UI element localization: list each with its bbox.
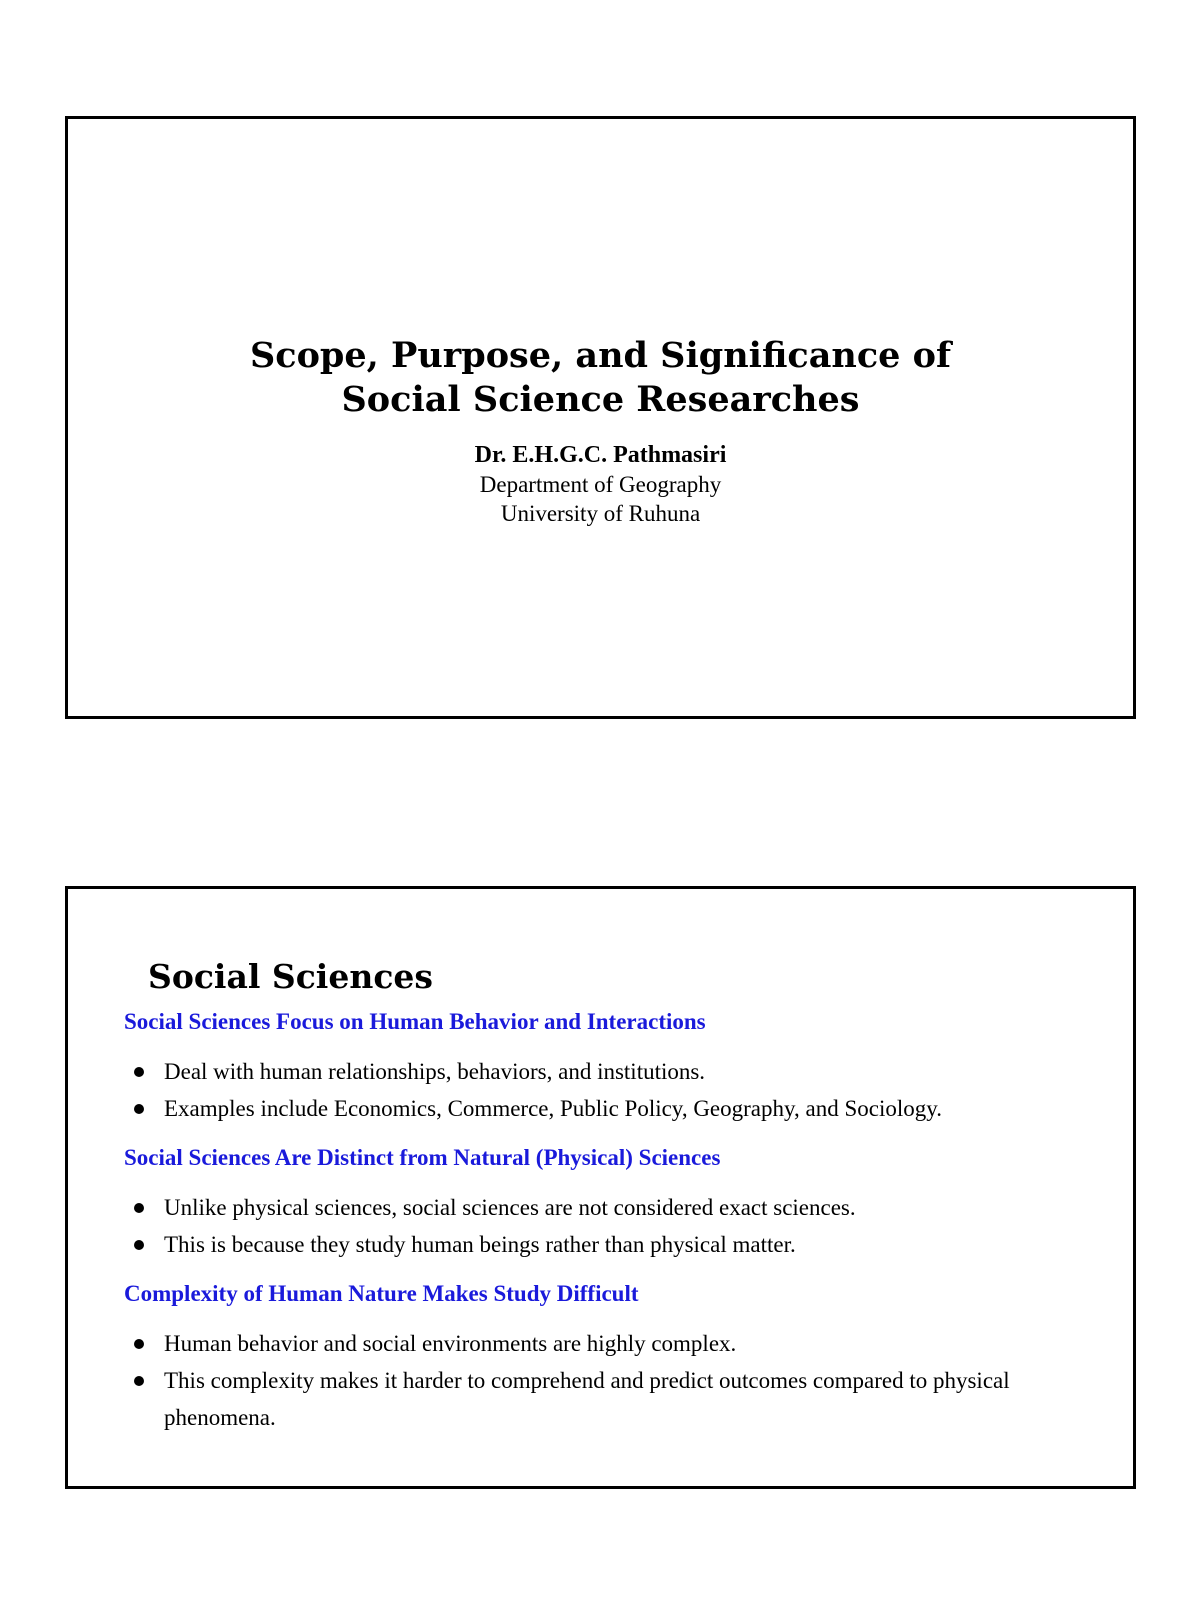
bullet-list: [124, 1189, 1093, 1263]
section-heading: Social Sciences Are Distinct from Natural (Physical) Sciences: [124, 1145, 721, 1170]
bullet-text: Examples include Economics, Commerce, Public Policy, Geography, and Sociology.: [164, 1096, 943, 1121]
slide-body: [124, 1007, 1093, 1452]
department-name: Department of Geography: [479, 472, 722, 497]
bullet-item: [124, 1325, 1093, 1362]
bullet-icon: [134, 1376, 144, 1386]
author-name: Dr. E.H.G.C. Pathmasiri: [474, 442, 727, 468]
bullet-icon: [134, 1203, 144, 1213]
bullet-text: Deal with human relationships, behaviors, and institutions.: [164, 1059, 706, 1084]
bullet-icon: [134, 1240, 144, 1250]
university-name: University of Ruhuna: [500, 501, 701, 526]
slide-heading: Social Sciences: [148, 957, 433, 996]
slide-title-line-2: Social Science Researches: [341, 379, 860, 420]
bullet-item: [124, 1090, 1093, 1127]
bullet-item: [124, 1226, 1093, 1263]
bullet-text: This complexity makes it harder to comprehend and predict outcomes compared to physical phenomena.: [164, 1368, 1010, 1430]
title-slide: [65, 116, 1136, 719]
bullet-text: Unlike physical sciences, social sciences are not considered exact sciences.: [164, 1195, 856, 1220]
bullet-item: [124, 1053, 1093, 1090]
title-block: [68, 334, 1133, 528]
bullet-list: [124, 1325, 1093, 1436]
section-heading: Complexity of Human Nature Makes Study Difficult: [124, 1281, 639, 1306]
bullet-list: [124, 1053, 1093, 1127]
slide-title-line-1: Scope, Purpose, and Significance of: [249, 335, 952, 376]
section: [124, 1007, 1093, 1127]
bullet-item: [124, 1189, 1093, 1226]
bullet-text: This is because they study human beings rather than physical matter.: [164, 1232, 796, 1257]
bullet-icon: [134, 1104, 144, 1114]
section: [124, 1279, 1093, 1436]
bullet-icon: [134, 1339, 144, 1349]
content-slide: [65, 886, 1136, 1489]
section: [124, 1143, 1093, 1263]
bullet-text: Human behavior and social environments are highly complex.: [164, 1331, 737, 1356]
section-heading: Social Sciences Focus on Human Behavior and Interactions: [124, 1009, 706, 1034]
bullet-item: [124, 1362, 1093, 1436]
bullet-icon: [134, 1067, 144, 1077]
